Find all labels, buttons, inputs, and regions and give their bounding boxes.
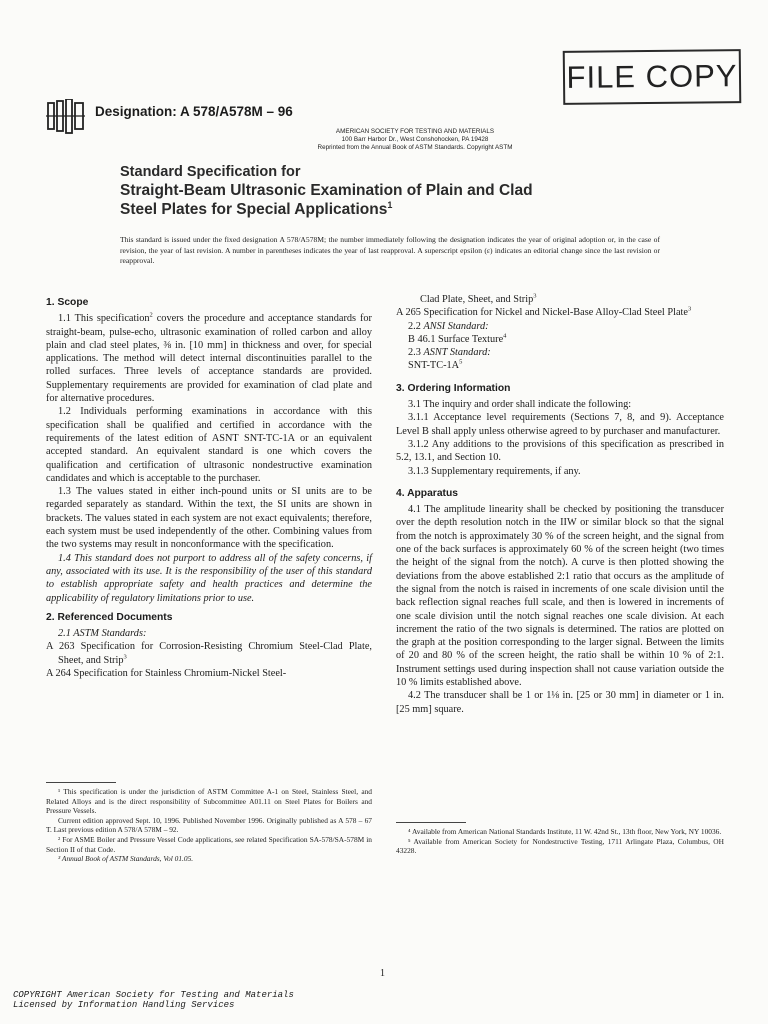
society-line: 100 Barr Harbor Dr., West Conshohocken, PA 19428: [341, 136, 489, 143]
society-info: [280, 128, 550, 152]
section-heading-referenced: 2. Referenced Documents: [46, 611, 173, 623]
p1-1-start: 1.1 This specification: [58, 313, 150, 325]
a264-cont-text: Clad Plate, Sheet, and Strip: [420, 294, 534, 305]
title-line-3: [120, 200, 680, 219]
society-line: AMERICAN SOCIETY FOR TESTING AND MATERIALS: [335, 128, 495, 135]
left-column: [46, 290, 372, 680]
footnote-ref: 3: [533, 292, 537, 300]
paragraph-1-4: 1.4 This standard does not purport to address all of the safety concerns, if any, associated with its use. It is the responsibility of the user of this standard to establish appropriate safety and health practices and determine the applicability of regulatory limitations prior to use.: [46, 552, 372, 604]
title-footnote-ref: 1: [387, 199, 393, 210]
footnote-ref: 4: [503, 332, 507, 340]
reference-b461: [396, 333, 724, 346]
footnote-1: ¹ This specification is under the jurisdiction of ASTM Committee A-1 on Steel, Stainless Steel, and Related Alloys and is the direct responsibility of Subcommittee A01.11 on Steel Plates for Boilers and Pressure Vessels.: [46, 787, 372, 816]
footnote-ref: 5: [459, 359, 463, 367]
snt-text: SNT-TC-1A: [408, 360, 460, 372]
title-line-3-text: Steel Plates for Special Applications: [120, 201, 388, 218]
subsection-2-2-title: ANSI Standard:: [423, 320, 489, 332]
file-copy-stamp: FILE COPY: [563, 49, 742, 105]
copyright-notice: [13, 990, 294, 1010]
footnote-rule: [396, 822, 466, 823]
a263-text: A 263 Specification for Corrosion-Resisting Chromium Steel-Clad Plate, Sheet, and Strip: [46, 641, 372, 666]
footnote-rule: [46, 782, 116, 783]
footnotes-right: [396, 827, 724, 856]
footnote-1-edition: Current edition approved Sept. 10, 1996. Published November 1996. Originally published as A 578 – 67 T. Last previous edition A 578/A 578M – 92.: [46, 815, 372, 835]
footnote-2: ² For ASME Boiler and Pressure Vessel Code applications, see related Specification SA-578/SA-578M in Section II of that Code.: [46, 834, 372, 854]
page-number: 1: [380, 968, 385, 979]
title-line-2: Straight-Beam Ultrasonic Examination of Plain and Clad: [120, 182, 533, 199]
footnote-3: ³ Annual Book of ASTM Standards, Vol 01.05.: [58, 854, 194, 864]
paragraph-3-1-3: 3.1.3 Supplementary requirements, if any.: [408, 465, 581, 477]
issuance-notice: This standard is issued under the fixed designation A 578/A578M; the number immediately following the designation indicates the year of original adoption or, in the case of revision, the year of last revision. A number in parentheses indicates the year of last reapproval. A superscript epsilon (ε) indicates an editorial change since the last revision or reapproval.: [120, 235, 660, 265]
footnote-4: ⁴ Available from American National Standards Institute, 11 W. 42nd St., 13th floor, New York, NY 10036.: [408, 827, 722, 836]
astm-logo-icon: [46, 99, 86, 135]
reference-a265: [396, 306, 724, 319]
subsection-2-2: [396, 320, 724, 333]
subsection-2-3-title: ASNT Standard:: [423, 347, 491, 359]
subsection-2-2-number: 2.2: [408, 320, 421, 332]
paragraph-1-2: 1.2 Individuals performing examinations in accordance with this specification shall be qualified and certified in accordance with the requirements of the latest edition of ASNT SNT-TC-1A or an equivalent accepted standard. An equivalent standard is one which covers the qualification and certification of ultrasonic nondestructive examination candidates and which is acceptable to the purchaser.: [46, 406, 372, 484]
subsection-2-1: 2.1 ASTM Standards:: [58, 628, 147, 640]
a265-text: A 265 Specification for Nickel and Nickel-Base Alloy-Clad Steel Plate: [396, 307, 688, 319]
paragraph-4-1: 4.1 The amplitude linearity shall be checked by positioning the transducer over the depth resolution notch in the IIW or similar block so that the signal from the notch is approximately 30 % of the screen height, and the signal from one of the back surfaces is approximately 60 % of the screen height (two times the height of the signal from the notch). A curve is then plotted showing the deviations from the above established 2:1 ratio that occurs as the amplitude of the signal from the notch is raised in increments of one scale division until the back reflection signal reaches full scale, and then is lowered in increments of one scale division until the notch signal reaches one scale division. At each increment the ratio of the two signals is determined. The ratios are plotted on the graph at the position corresponding to the larger signal. Between the limits of 20 and 80 % of the screen height, the ratio shall be within 10 % of 2:1. Instrument settings used during inspection shall not cause variation outside the 10 % limits established above.: [396, 504, 724, 689]
section-heading-scope: 1. Scope: [46, 297, 89, 308]
paragraph-1-3: 1.3 The values stated in either inch-pound units or SI units are to be regarded separately as standard. Within the text, the SI units are shown in brackets. The values stated in each system are not exact equivalents; therefore, each system must be used independently of the other. Combining values from the two systems may result in nonconformance with the specification.: [46, 486, 372, 551]
paragraph-3-1-2: 3.1.2 Any additions to the provisions of this specification as prescribed in 5.2, 13.1, and Section 10.: [396, 438, 724, 464]
paragraph-1-1: [46, 312, 372, 405]
subsection-2-3: [396, 346, 724, 359]
b461-text: B 46.1 Surface Texture: [408, 333, 504, 345]
footnotes-left: [46, 787, 372, 864]
paragraph-4-2: 4.2 The transducer shall be 1 or 1⅛ in. [25 or 30 mm] in diameter or 1 in. [25 mm] square.: [396, 690, 724, 715]
p1-1-rest: covers the procedure and acceptance standards for straight-beam, pulse-echo, ultrasonic examination of rolled carbon and alloy plain and clad steel plates, ⅜ in. [10 mm] in thickness and over, for special applications. The method will detect internal discontinuities parallel to the rolled surfaces. Three levels of acceptance standards are provided. Supplementary requirements are provided for examination of clad plate and for alternative procedures.: [46, 313, 372, 405]
reference-a264-cont: [396, 293, 724, 306]
copyright-line: COPYRIGHT American Society for Testing and Materials: [13, 990, 294, 1000]
right-column: [396, 293, 724, 716]
section-heading-ordering: 3. Ordering Information: [396, 382, 511, 394]
reference-a264: A 264 Specification for Stainless Chromium-Nickel Steel-: [46, 668, 287, 680]
footnote-ref: 3: [123, 653, 127, 661]
title-line-1: Standard Specification for: [120, 164, 301, 180]
footnote-5: ⁵ Available from American Society for Nondestructive Testing, 1711 Arlingate Plaza, Columbus, OH 43228.: [396, 836, 724, 856]
footnote-ref: 3: [687, 305, 692, 313]
reference-snt: [396, 359, 724, 372]
section-heading-apparatus: 4. Apparatus: [396, 487, 458, 499]
subsection-2-3-number: 2.3: [408, 347, 421, 359]
reference-a263: [46, 640, 372, 667]
society-line: Reprinted from the Annual Book of ASTM Standards. Copyright ASTM: [317, 144, 513, 151]
document-title: [120, 163, 680, 219]
paragraph-3-1: 3.1 The inquiry and order shall indicate the following:: [408, 399, 632, 411]
paragraph-3-1-1: 3.1.1 Acceptance level requirements (Sections 7, 8, and 9). Acceptance Level B shall apply unless otherwise agreed to by purchaser and manufacturer.: [396, 412, 724, 437]
footnote-ref: 2: [149, 311, 153, 319]
designation: Designation: A 578/A578M – 96: [95, 104, 293, 119]
copyright-line: Licensed by Information Handling Services: [13, 1000, 235, 1010]
